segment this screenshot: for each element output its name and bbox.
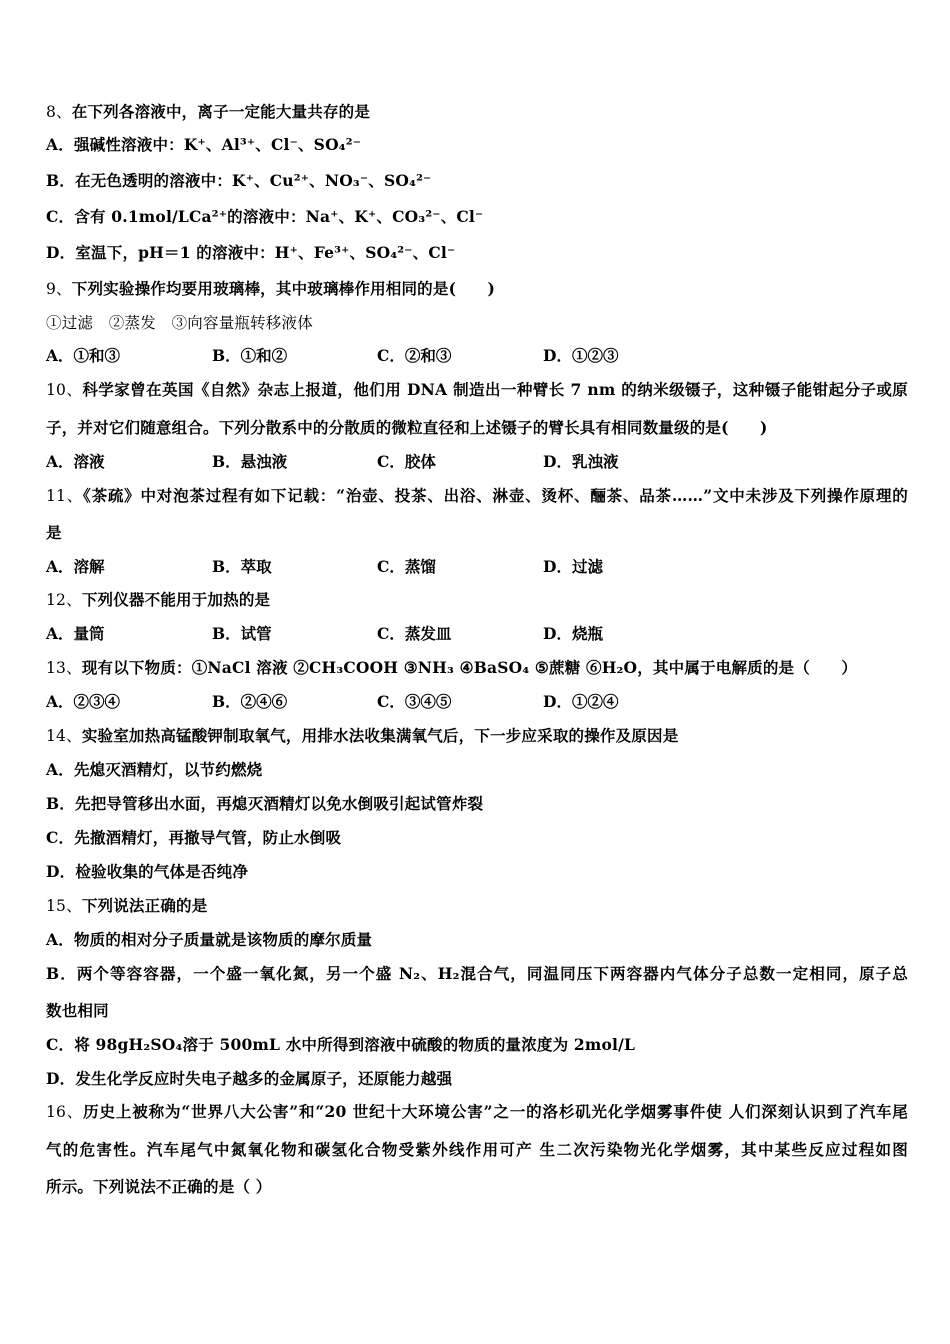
question-text: 《茶疏》中对泡茶过程有如下记载：“治壶、投茶、出浴、淋壶、烫杯、酾茶、品茶……”文中未涉及下列操作原理的 (83, 486, 908, 505)
question-number: 10、 (46, 381, 83, 399)
option-text: 将 98gH₂SO₄溶于 500mL 水中所得到溶液中硫酸的物质的量浓度为 2mol/L (74, 1035, 636, 1054)
option-label: C． (377, 452, 405, 471)
option-text: ②和③ (404, 346, 452, 365)
option-text: 过滤 (571, 557, 603, 576)
question-8-option-a (46, 135, 361, 155)
option-label: B． (46, 794, 76, 813)
option-label: B． (46, 171, 76, 190)
question-14-option-a (46, 760, 262, 780)
option-text: 在无色透明的溶液中：K⁺、Cu²⁺、NO₃⁻、SO₄²⁻ (75, 171, 432, 190)
question-13-option-d (543, 692, 618, 712)
question-text: 下列说法正确的是 (81, 896, 208, 915)
option-text: 溶液 (73, 452, 105, 471)
question-14-option-d (46, 862, 248, 882)
question-number: 13、 (46, 659, 82, 677)
question-15-option-b (46, 964, 908, 984)
question-16-stem-line1 (46, 1102, 908, 1122)
option-text: 悬浊液 (240, 452, 288, 471)
question-number: 8、 (46, 103, 72, 121)
option-text: 先撤酒精灯，再撤导气管，防止水倒吸 (74, 828, 342, 847)
option-label: A． (46, 624, 74, 643)
question-11-option-b (212, 557, 272, 577)
question-text: 历史上被称为“世界八大公害”和“20 世纪十大环境公害”之一的洛杉矶光化学烟雾事件使 人们深刻认识到了汽车尾 (83, 1102, 909, 1121)
question-15-stem (46, 896, 207, 916)
question-9-stem (46, 279, 495, 299)
question-number: 16、 (46, 1103, 84, 1121)
option-text: ①和③ (73, 346, 121, 365)
question-8-stem (46, 102, 370, 122)
question-10-option-c (377, 452, 436, 472)
question-11-option-c (377, 557, 436, 577)
question-number: 15、 (46, 897, 82, 915)
option-text: 含有 0.1mol/LCa²⁺的溶液中：Na⁺、K⁺、CO₃²⁻、Cl⁻ (74, 207, 484, 226)
option-text: 强碱性溶液中：K⁺、Al³⁺、Cl⁻、SO₄²⁻ (73, 135, 362, 154)
question-10-stem-line1 (46, 380, 908, 400)
option-label: A． (46, 930, 74, 949)
option-label: C． (46, 1035, 75, 1054)
question-13-option-b (212, 692, 287, 712)
option-label: B． (212, 692, 241, 711)
option-text: ①②④ (571, 692, 619, 711)
question-10-stem-line2: 子，并对它们随意组合。下列分散系中的分散质的微粒直径和上述镊子的臂长具有相同数量级的是( ) (46, 418, 768, 437)
option-label: A． (46, 557, 74, 576)
question-15-option-c (46, 1035, 635, 1055)
option-label: C． (46, 207, 75, 226)
option-text: 先熄灭酒精灯，以节约燃烧 (73, 760, 263, 779)
option-label: D． (543, 346, 572, 365)
question-11-stem-line1 (46, 486, 908, 506)
option-text: 蒸馏 (404, 557, 436, 576)
option-label: D． (543, 557, 572, 576)
option-text: 胶体 (404, 452, 436, 471)
option-label: B． (212, 346, 241, 365)
question-15-option-b-line2: 数也相同 (46, 1001, 109, 1020)
option-text: ①②③ (571, 346, 619, 365)
option-label: D． (46, 862, 76, 881)
question-text: 在下列各溶液中，离子一定能大量共存的是 (71, 102, 371, 121)
option-label: A． (46, 346, 74, 365)
option-label: A． (46, 452, 74, 471)
question-9-option-d (543, 346, 618, 366)
option-text: 检验收集的气体是否纯净 (75, 862, 249, 881)
question-8-option-b (46, 171, 431, 191)
question-13-stem (46, 658, 857, 678)
question-12-option-d (543, 624, 603, 644)
question-11-option-d (543, 557, 603, 577)
option-label: C． (377, 624, 405, 643)
option-label: C． (377, 346, 405, 365)
question-12-option-c (377, 624, 451, 644)
question-14-option-b (46, 794, 483, 814)
option-text: 蒸发皿 (404, 624, 452, 643)
option-text: ③④⑤ (404, 692, 452, 711)
option-text: 萃取 (240, 557, 272, 576)
option-label: D． (543, 452, 572, 471)
question-14-stem (46, 726, 678, 746)
option-text: 量筒 (73, 624, 105, 643)
question-11-stem-line2: 是 (46, 523, 62, 542)
option-text: 试管 (240, 624, 272, 643)
question-9-option-c (377, 346, 451, 366)
question-text: 现有以下物质：①NaCl 溶液 ②CH₃COOH ③NH₃ ④BaSO₄ ⑤蔗糖 ⑥H₂O，其中属于电解质的是（ ） (81, 658, 858, 677)
question-9-option-b (212, 346, 287, 366)
option-label: A． (46, 135, 74, 154)
question-number: 11、 (46, 487, 84, 505)
option-text: 发生化学反应时失电子越多的金属原子，还原能力越强 (75, 1069, 453, 1088)
option-label: D． (46, 243, 76, 262)
question-12-option-b (212, 624, 272, 644)
option-text: 先把导管移出水面，再熄灭酒精灯以免水倒吸引起试管炸裂 (75, 794, 484, 813)
option-text: 室温下，pH＝1 的溶液中：H⁺、Fe³⁺、SO₄²⁻、Cl⁻ (75, 243, 456, 262)
option-text: ②③④ (73, 692, 121, 711)
question-8-option-c (46, 207, 483, 227)
question-10-option-b (212, 452, 287, 472)
option-label: C． (377, 692, 405, 711)
question-13-option-c (377, 692, 451, 712)
option-label: C． (46, 828, 75, 847)
question-15-option-a (46, 930, 372, 950)
option-label: B． (212, 452, 241, 471)
question-10-option-a (46, 452, 105, 472)
question-9-sub-items: ①过滤 ②蒸发 ③向容量瓶转移液体 (46, 314, 313, 332)
option-label: D． (46, 1069, 76, 1088)
question-10-option-d (543, 452, 618, 472)
option-label: C． (377, 557, 405, 576)
question-number: 9、 (46, 280, 72, 298)
question-14-option-c (46, 828, 341, 848)
question-text: 下列仪器不能用于加热的是 (81, 590, 271, 609)
question-16-stem-line3: 所示。下列说法不正确的是（ ） (46, 1177, 272, 1196)
option-text: ①和② (240, 346, 288, 365)
option-text: 溶解 (73, 557, 105, 576)
question-11-option-a (46, 557, 105, 577)
option-text: 物质的相对分子质量就是该物质的摩尔质量 (73, 930, 373, 949)
question-16-stem-line2: 气的危害性。汽车尾气中氮氧化物和碳氢化合物受紫外线作用可产 生二次污染物光化学烟雾，其中某些反应过程如图 (46, 1140, 908, 1159)
question-9-option-a (46, 346, 120, 366)
option-text: ②④⑥ (240, 692, 288, 711)
option-label: A． (46, 760, 74, 779)
option-label: B． (212, 557, 241, 576)
question-13-option-a (46, 692, 120, 712)
option-text: 乳浊液 (571, 452, 619, 471)
option-text: 两个等容容器，一个盛一氧化氮，另一个盛 N₂、H₂混合气，同温同压下两容器内气体分子总数一定相同，原子总 (76, 964, 908, 983)
option-label: D． (543, 692, 572, 711)
question-number: 14、 (46, 727, 82, 745)
option-label: B． (212, 624, 241, 643)
option-label: B． (46, 964, 77, 983)
option-label: D． (543, 624, 572, 643)
question-text: 科学家曾在英国《自然》杂志上报道，他们用 DNA 制造出一种臂长 7 nm 的纳米级镊子，这种镊子能钳起分子或原 (82, 380, 908, 399)
question-text: 实验室加热高锰酸钾制取氧气，用排水法收集满氧气后，下一步应采取的操作及原因是 (81, 726, 679, 745)
option-label: A． (46, 692, 74, 711)
question-8-option-d (46, 243, 455, 263)
question-text: 下列实验操作均要用玻璃棒，其中玻璃棒作用相同的是( ) (71, 279, 496, 298)
question-12-stem (46, 590, 270, 610)
question-number: 12、 (46, 591, 82, 609)
question-12-option-a (46, 624, 105, 644)
question-15-option-d (46, 1069, 452, 1089)
option-text: 烧瓶 (571, 624, 603, 643)
